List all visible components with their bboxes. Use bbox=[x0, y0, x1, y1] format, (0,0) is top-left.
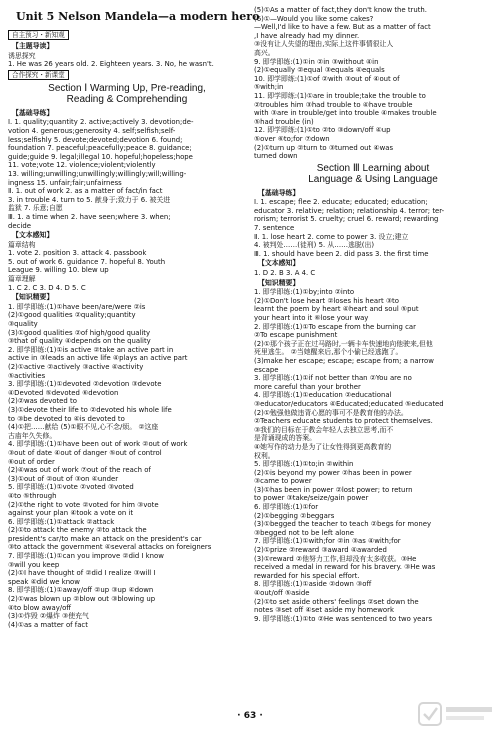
answer-line: Ⅲ. 1. a time when 2. have seen;where 3. when; bbox=[8, 212, 171, 221]
answer-line: ④to blow away/off bbox=[8, 603, 72, 612]
answer-line: (2)①was blown up ②blow out ③blowing up bbox=[8, 595, 156, 604]
section-banner: 自主预习・新知观 bbox=[8, 30, 69, 40]
answer-line: ③educator/educators ④Educated;educated ⑤educated bbox=[254, 399, 444, 408]
answer-line: ⑤had trouble (in) bbox=[254, 117, 314, 126]
answer-line: notes ③set off ④set aside my homework bbox=[254, 606, 394, 615]
answer-line: educator 3. relative; relation; relationship 4. terror; ter- bbox=[254, 206, 445, 215]
answer-line: 5. 即学即练:(1)①vote ②voted ③voted bbox=[8, 483, 134, 492]
answer-line: guide;guide 9. legal;illegal 10. hopeful;hopeless;hope bbox=[8, 152, 193, 161]
answer-line: Ⅱ. 1. out of work 2. as a matter of fact/in fact bbox=[8, 187, 163, 196]
answer-line: (3)make her escape; escape; escape from; a narrow bbox=[254, 356, 434, 365]
answer-line: (2)①good qualities ②quality;quantity bbox=[8, 311, 136, 320]
answer-line: (2)①begging ②beggars bbox=[254, 511, 335, 520]
answer-line: (3)①reward ②他努力工作,但却没有太多收获。③He bbox=[254, 554, 417, 563]
answer-line: —Well,I'd like to have a few. But as a matter of fact bbox=[254, 23, 431, 32]
answer-line: 8. 即学即练:(1)①aside ②down ③off bbox=[254, 580, 372, 589]
answer-line: learnt the poem by heart ④heart and soul ⑤put bbox=[254, 305, 419, 314]
answer-line: ⑤over ⑥to;for ⑦down bbox=[254, 134, 330, 143]
answer-line: League 9. willing 10. blew up bbox=[8, 266, 109, 275]
answer-line: escape bbox=[254, 365, 279, 374]
answer-line: to power ③take/seize/gain power bbox=[254, 494, 369, 503]
answer-line: ②Teachers educate students to protect themselves. bbox=[254, 417, 433, 426]
answer-line: 1. C 2. C 3. D 4. D 5. C bbox=[8, 283, 86, 292]
answer-line: ⑤with;in bbox=[254, 83, 284, 92]
answer-line: (2)①to attack the enemy ②to attack the bbox=[8, 526, 147, 535]
answer-line: 5. 即学即练:(1)①to;in ②within bbox=[254, 460, 354, 469]
answer-line: ③came to power bbox=[254, 477, 312, 486]
answer-line: (2)①勉强他做违背心愿的事可不是教育他的办法。 bbox=[254, 408, 408, 417]
answer-line: 1. 即学即练:(1)①have been/are/were ②is bbox=[8, 302, 146, 311]
answer-line: ③我们的目标在于教会年轻人去独立思考,而不 bbox=[254, 425, 394, 434]
answer-line: 3. 即学即练:(1)①if not better than ②You are no bbox=[254, 374, 412, 383]
answer-line: decide bbox=[8, 221, 31, 230]
answer-line: Ⅲ. 1. should have been 2. did pass 3. the first time bbox=[254, 249, 429, 258]
answer-line: 1. 即学即练:(1)①by;into ②into bbox=[254, 288, 355, 297]
answer-line: (2)①active ②actively ③active ④activity bbox=[8, 363, 144, 371]
subsection-heading: 【 知识精要 】 bbox=[258, 279, 492, 288]
answer-line: 篇章结构 bbox=[8, 240, 36, 249]
answer-line: (2)①prize ②reward ③award ④awarded bbox=[254, 546, 387, 555]
answer-line: foundation 7. peaceful;peacefully;peace 8. guidance; bbox=[8, 144, 192, 153]
answer-line: (3)①out of ②out of ③on ④under bbox=[8, 474, 119, 483]
answer-line: ③out of date ④out of danger ⑤out of control bbox=[8, 448, 162, 457]
answer-line: 6. 即学即练:(1)①attack ②attack bbox=[8, 517, 115, 526]
answer-line: turned down bbox=[254, 152, 298, 161]
answer-line: 4. 即学即练:(1)①have been out of work ②out of work bbox=[8, 440, 188, 449]
answer-line: ④她写作的动力是为了让女性得到更高教育的 bbox=[254, 442, 392, 451]
answer-line: against your plan ④took a vote on it bbox=[8, 509, 134, 518]
answer-line: 3. 即学即练:(1)①devoted ②devotion ③devote bbox=[8, 380, 162, 389]
subsection-heading: 【 基础导练 】 bbox=[258, 189, 492, 198]
answer-site-logo-watermark-icon bbox=[418, 701, 496, 727]
answer-line: ④Devoted ⑤devoted ⑥devotion bbox=[8, 388, 119, 397]
answer-line: to ③be devoted to ④is devoted to bbox=[8, 414, 125, 423]
answer-line: 9. 即学即练:(1)①in ②in ③without ④in bbox=[254, 57, 379, 66]
answer-line: (5)①As a matter of fact,they don't know the truth. bbox=[254, 6, 427, 14]
answer-line: ④to ⑤through bbox=[8, 491, 57, 500]
answer-line: 高兴。 bbox=[254, 48, 275, 57]
answer-line: (2)①to set aside others' feelings ②set down the bbox=[254, 597, 419, 606]
answer-line: with ③are in trouble/get into trouble ④makes trouble bbox=[254, 109, 437, 118]
answer-line: (3)①炸毁 ②爆炸 ③使充气 bbox=[8, 612, 89, 621]
subsection-heading: 【 文本感知 】 bbox=[258, 259, 492, 268]
answer-page bbox=[8, 6, 492, 706]
answer-line: president's car/to make an attack on the president's car bbox=[8, 534, 202, 543]
answer-line: 是背诵现成的答案。 bbox=[254, 434, 317, 443]
answer-line: 死里逃生。 ②当她醒来后,那个小偷已经逃跑了。 bbox=[254, 348, 403, 357]
answer-line: (3)①has been in power ②lost power; to return bbox=[254, 485, 413, 494]
answer-line: Ⅰ. 1. escape; flee 2. educate; educated; education; bbox=[254, 198, 428, 207]
answer-line: 3. in trouble 4. turn to 5. 献身于;致力于 6. 被关进 bbox=[8, 195, 171, 204]
answer-line: 8. 即学即练:(1)①away/off ②up ③up ④down bbox=[8, 586, 154, 595]
right-column bbox=[254, 6, 492, 623]
answer-line: (2)①is beyond my power ②has been in power bbox=[254, 468, 412, 477]
answer-line: votion 4. generous;generosity 4. self;selfish;self- bbox=[8, 126, 176, 135]
subsection-heading: 【 文本感知 】 bbox=[12, 231, 246, 240]
answer-line: (3)①devote their life to ②devoted his whole life bbox=[8, 405, 172, 414]
answer-line: (6)①—Would you like some cakes? bbox=[254, 14, 374, 23]
subsection-heading: 【 基础导练 】 bbox=[12, 109, 246, 118]
answer-line: ③that of quality ④depends on the quality bbox=[8, 337, 151, 346]
answer-line: (2)①equally ②equal ③equals ④equals bbox=[254, 66, 385, 75]
answer-line: 2. 即学即练:(1)①is active ②take an active part in bbox=[8, 345, 174, 354]
answer-line: 4. 被判处……(徒刑) 5. 从……逃脱(出) bbox=[254, 241, 375, 250]
answer-line: your heart into it ⑥lose your way bbox=[254, 314, 369, 322]
answer-line: ③to attack the government ④several attacks on foreigners bbox=[8, 543, 212, 552]
answer-line: ②To escape punishment bbox=[254, 331, 338, 340]
answer-line: 7. 即学即练:(1)①with;for ②in ③as ④with;for bbox=[254, 537, 401, 546]
answer-line: ④out/off ⑤aside bbox=[254, 589, 310, 597]
answer-line: more careful than your brother bbox=[254, 382, 361, 391]
answer-line: (2)②was devoted to bbox=[8, 397, 77, 406]
answer-line: 9. 即学即练:(1)①to ②He was sentenced to two years bbox=[254, 614, 433, 623]
answer-line: 11. vote;vote 12. violence;violent;violently bbox=[8, 161, 156, 170]
answer-line: 12. 即学即练:(1)①to ②to ③down/off ④up bbox=[254, 126, 391, 135]
answer-line: 6. 即学即练:(1)①for bbox=[254, 503, 319, 512]
answer-line: (2)①turn up ②turn to ③turned out ④was bbox=[254, 143, 394, 152]
answer-line: ③will you keep bbox=[8, 560, 60, 569]
answer-line: 2. 即学即练:(1)①To escape from the burning car bbox=[254, 322, 416, 331]
page-number: · 63 · bbox=[237, 711, 263, 721]
subsection-heading: 【 主题导读 】 bbox=[12, 42, 246, 51]
right-column-body bbox=[254, 6, 492, 623]
answer-line: rewarded for his special effort. bbox=[254, 571, 360, 580]
answer-line: Ⅱ. 1. lose heart 2. come to power 3. 设立;建立 bbox=[254, 232, 409, 241]
answer-line: (4)①as a matter of fact bbox=[8, 620, 88, 629]
answer-line: (3)①good qualities ②of high/good quality bbox=[8, 328, 151, 337]
section-banner: 合作探究・新课堂 bbox=[8, 70, 69, 80]
answer-line: speak ④did we know bbox=[8, 577, 80, 586]
answer-line: ⑤activities bbox=[8, 371, 46, 380]
answer-line: (2)④was out of work ⑦out of the reach of bbox=[8, 466, 151, 475]
answer-line: ③没有让人失望的理由,实际上这件事情很让人 bbox=[254, 40, 394, 49]
section-banner-row bbox=[8, 69, 246, 81]
answer-line: 7. 即学即练:(1)①can you improve ②did I know bbox=[8, 552, 164, 561]
answer-line: 古庙年久失修。 bbox=[8, 431, 57, 440]
section-banner-row bbox=[8, 29, 246, 41]
answer-line: 1. He was 26 years old. 2. Eighteen years. 3. No, he wasn't. bbox=[8, 60, 214, 69]
answer-line: 篇章理解 bbox=[8, 275, 36, 284]
answer-line: ③begged not to be left alone bbox=[254, 528, 355, 537]
answer-line: 13. willing;unwilling;unwillingly;willingly;will;willing- bbox=[8, 169, 187, 178]
answer-line: Ⅰ. 1. quality;quantity 2. active;actively 3. devotion;de- bbox=[8, 118, 194, 127]
answer-line: ,I have already had my dinner. bbox=[254, 31, 360, 40]
answer-line: (2)①the right to vote ②voted for him ③vote bbox=[8, 500, 159, 509]
answer-line: rorism; terrorist 5. cruelty; cruel 6. reward; rewarding bbox=[254, 215, 439, 224]
unit-title: Unit 5 Nelson Mandela—a modern hero bbox=[16, 10, 260, 23]
answer-line: 11. 即学即练:(1)①are in trouble;take the trouble to bbox=[254, 91, 426, 100]
answer-line: 5. out of work 6. guidance 7. hopeful 8. Youth bbox=[8, 257, 166, 266]
answer-line: 7. sentence bbox=[254, 224, 295, 233]
answer-line: 4. 即学即练:(1)①education ②educational bbox=[254, 391, 392, 400]
left-column-body bbox=[8, 29, 246, 629]
answer-line: received a medal in reward for his bravery. ③He was bbox=[254, 563, 436, 572]
answer-line: 1. vote 2. position 3. attack 4. passbook bbox=[8, 249, 147, 258]
answer-line: (2)①那个孩子正在过马路时,一辆卡车快速地向他驶来,但他 bbox=[254, 339, 433, 348]
answer-line: ⑥out of order bbox=[8, 457, 55, 466]
answer-line: (3)①begged the teacher to teach ②begs for money bbox=[254, 520, 432, 529]
answer-line: active in ③leads an active life ④plays an active part bbox=[8, 354, 188, 363]
answer-line: 诱思探究 bbox=[8, 51, 36, 60]
answer-line: ②troubles him ③had trouble to ④have trouble bbox=[254, 100, 413, 109]
answer-line: 1. D 2. B 3. A 4. C bbox=[254, 269, 316, 278]
answer-line: 10. 即学即练:(1)①of ②with ③out of ④out of bbox=[254, 74, 400, 83]
subsection-heading: 【 知识精要 】 bbox=[12, 293, 246, 302]
answer-line: (4)①把……献给 (5)①眼不见,心不念/烦。 ②这座 bbox=[8, 423, 159, 432]
left-column bbox=[8, 6, 260, 629]
answer-line: ingness 15. unfair;fair;unfairness bbox=[8, 178, 122, 187]
answer-line: 监狱 7. 乐意;自愿 bbox=[8, 204, 63, 213]
answer-line: (2)①I have thought of ②did I realize ③will I bbox=[8, 569, 156, 578]
answer-line: (2)①Don't lose heart ②loses his heart ③to bbox=[254, 296, 399, 305]
answer-line: 权利。 bbox=[254, 451, 275, 460]
answer-line: ③quality bbox=[8, 320, 38, 329]
answer-line: less;selfishly 5. devote;devoted;devotion 6. found; bbox=[8, 135, 183, 144]
section-heading: Section Ⅲ Learning about Language & Using Language bbox=[308, 162, 438, 186]
section-heading: Section Ⅰ Warming Up, Pre-reading, Reading & Comprehending bbox=[48, 82, 206, 106]
